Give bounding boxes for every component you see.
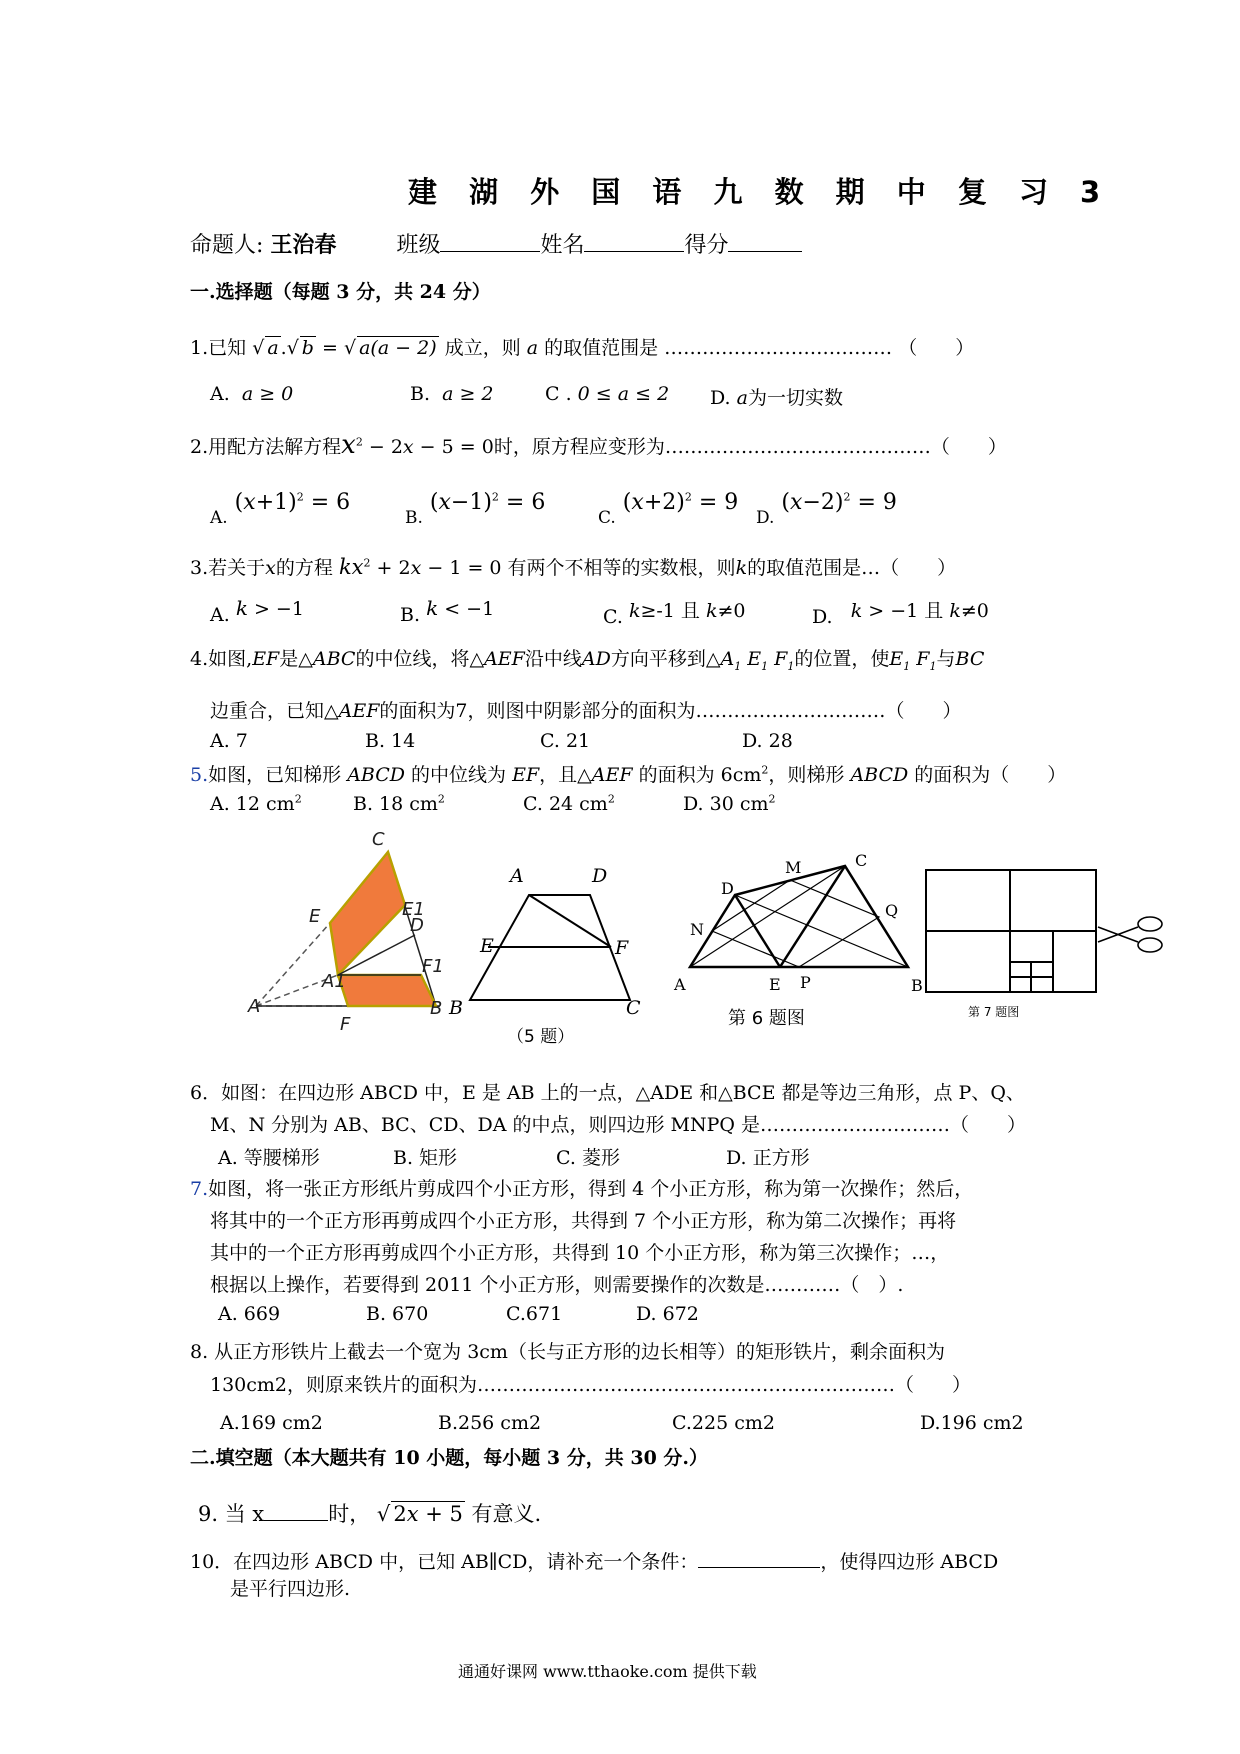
fig5-label-b: B xyxy=(449,997,463,1019)
fig5-label-d: D xyxy=(592,865,608,887)
q8-option-b[interactable]: B.256 cm2 xyxy=(438,1412,542,1434)
question-7-line1: 7.如图，将一张正方形纸片剪成四个小正方形，得到 4 个小正方形，称为第一次操作；然后， xyxy=(190,1178,974,1200)
q7-option-c[interactable]: C.671 xyxy=(506,1303,563,1325)
fig6-label-m: M xyxy=(785,858,802,877)
fig4-label-f1: F1 xyxy=(422,956,444,977)
question-3: 3.若关于x的方程 $kx^2 + 2x - 1 = 0$ 有两个不相等的实数根，则k的取值范围是…（ ） xyxy=(190,555,957,579)
name-label: 姓名 xyxy=(540,233,585,258)
fig4-label-b: B xyxy=(430,998,443,1019)
q8-option-d[interactable]: D.196 cm2 xyxy=(920,1412,1024,1434)
q4-option-d[interactable]: D. 28 xyxy=(742,730,793,752)
q1-number: 1. xyxy=(190,337,209,359)
question-7-line4: 根据以上操作，若要得到 2011 个小正方形，则需要操作的次数是…………（ ）. xyxy=(210,1274,904,1296)
q6-option-a[interactable]: A. 等腰梯形 xyxy=(218,1147,320,1169)
q5-option-a[interactable]: A. 12 $cm^2$ xyxy=(210,792,302,815)
q2-text: 用配方法解方程 xyxy=(208,436,342,458)
q2-option-c[interactable]: $_{C.}$ $(x+2)^2 = 9$ xyxy=(598,490,739,528)
question-10-line2: 是平行四边形. xyxy=(230,1578,351,1600)
q4-option-c[interactable]: C. 21 xyxy=(540,730,591,752)
fig6-label-d: D xyxy=(721,879,734,898)
fig4-label-e: E xyxy=(309,906,321,927)
q5-option-b[interactable]: B. 18 $cm^2$ xyxy=(353,792,445,815)
q5-option-d[interactable]: D. 30 $cm^2$ xyxy=(683,792,776,815)
question-9: 9. 当 x 时， √ 2x + 5 有意义. xyxy=(198,1498,541,1528)
question-6-line2: M、N 分别为 AB、BC、CD、DA 的中点，则四边形 MNPQ 是…………………………（ ） xyxy=(210,1114,1026,1136)
q1-formula: √ a .√ b = √ a(a − 2) xyxy=(252,337,437,359)
q1-prefix: 已知 xyxy=(208,337,247,359)
q4-option-b[interactable]: B. 14 xyxy=(365,730,416,752)
question-7-line3: 其中的一个正方形再剪成四个小正方形，共得到 10 个小正方形，称为第三次操作；…， xyxy=(210,1242,950,1264)
fig5-label-f: F xyxy=(615,937,629,959)
fig4-label-d: D xyxy=(410,915,424,936)
q6-option-b[interactable]: B. 矩形 xyxy=(393,1147,458,1169)
fig4-label-a: A xyxy=(248,996,261,1017)
q4-option-a[interactable]: A. 7 xyxy=(210,730,248,752)
figure-7 xyxy=(926,870,1162,992)
q2-option-a[interactable]: $_{A.}$ $(x+1)^2 = 6$ xyxy=(210,490,351,528)
question-4: 4.如图,EF是△ABC的中位线，将△AEF沿中线AD方向平移到$\triangle A_1$ $E_1$ $F_1$的位置，使$E_1$ $F_1$与BC xyxy=(190,648,985,673)
q4-line2: 边重合，已知△AEF的面积为7，则图中阴影部分的面积为…………………………（ ） xyxy=(210,700,962,722)
q10-blank[interactable] xyxy=(698,1545,820,1568)
fig4-label-f: F xyxy=(340,1014,351,1035)
author-name: 王治春 xyxy=(270,233,337,258)
q7-option-d[interactable]: D. 672 xyxy=(636,1303,699,1325)
fig6-label-e: E xyxy=(769,975,781,994)
question-6-line1: 6．如图：在四边形 ABCD 中，E 是 AB 上的一点，△ADE 和△BCE 都是等边三角形，点 P、Q、 xyxy=(190,1082,1025,1104)
figure-4 xyxy=(247,829,444,1035)
fig5-label-e: E xyxy=(480,935,494,957)
q1-option-a[interactable]: A. a ≥ 0 xyxy=(210,383,294,405)
section-heading-choice: 一.选择题（每题 3 分，共 24 分） xyxy=(190,281,491,303)
q3-option-c[interactable]: C. k≥-1 且 k≠0 xyxy=(603,600,746,628)
question-7-line2: 将其中的一个正方形再剪成四个小正方形，共得到 7 个小正方形，称为第二次操作；再将 xyxy=(210,1210,957,1232)
scissors-icon xyxy=(1098,917,1162,952)
q3-option-d[interactable]: D. k > −1 且 k≠0 xyxy=(812,600,989,628)
q7-option-b[interactable]: B. 670 xyxy=(366,1303,429,1325)
q1-option-d[interactable]: D. a为一切实数 xyxy=(710,387,843,409)
page-title: 建 湖 外 国 语 九 数 期 中 复 习 3 xyxy=(408,175,1112,209)
question-2: 2.用配方法解方程$x^2 - 2x - 5 = 0$时，原方程应变形为……………………………………（ ） xyxy=(190,430,1007,460)
fig4-label-a1: A1 xyxy=(322,971,346,992)
fig6-label-q: Q xyxy=(885,901,899,920)
fig5-label-c: C xyxy=(626,997,641,1019)
question-8-line2: 130cm2，则原来铁片的面积为…………………………………………………………（ ） xyxy=(210,1374,972,1396)
q8-option-a[interactable]: A.169 cm2 xyxy=(220,1412,323,1434)
fig4-label-c: C xyxy=(372,829,385,850)
q2-mid: 时，原方程应变形为……………………………………（ ） xyxy=(493,436,1007,458)
q1-option-b[interactable]: B. a ≥ 2 xyxy=(410,383,494,405)
fig6-label-p: P xyxy=(800,973,811,992)
fig4-label-e1: E1 xyxy=(402,899,425,920)
question-1: 1.已知 √ a .√ b = √ a(a − 2) 成立，则 a 的取值范围是 ……………………………… （ ） xyxy=(190,337,975,359)
fig7-caption: 第 7 题图 xyxy=(968,1005,1020,1019)
score-label: 得分 xyxy=(684,233,729,258)
q6-option-d[interactable]: D. 正方形 xyxy=(726,1147,810,1169)
question-5: 5.如图，已知梯形 ABCD 的中位线为 EF，且△AEF 的面积为 $6cm^2$，则梯形 ABCD 的面积为（ ） xyxy=(190,763,1067,786)
class-label: 班级 xyxy=(396,233,441,258)
section-heading-fill: 二.填空题（本大题共有 10 小题，每小题 3 分，共 30 分.） xyxy=(190,1447,709,1469)
q5-option-c[interactable]: C. 24 $cm^2$ xyxy=(523,792,615,815)
q3-option-b[interactable]: B. k < −1 xyxy=(400,596,495,626)
fig6-label-a: A xyxy=(674,975,686,994)
footer-text: 通通好课网 www.tthaoke.com 提供下载 xyxy=(458,1662,757,1681)
figure-6 xyxy=(673,851,923,995)
q7-option-a[interactable]: A. 669 xyxy=(218,1303,281,1325)
q8-option-c[interactable]: C.225 cm2 xyxy=(672,1412,775,1434)
question-10-line1: 10．在四边形 ABCD 中，已知 AB∥CD，请补充一个条件： ，使得四边形 ABCD xyxy=(190,1545,998,1574)
q6-option-c[interactable]: C. 菱形 xyxy=(556,1147,620,1169)
q3-option-a[interactable]: A. k > −1 xyxy=(210,596,304,626)
question-8-line1: 8. 从正方形铁片上截去一个宽为 3cm（长与正方形的边长相等）的矩形铁片，剩余面积为 xyxy=(190,1341,945,1363)
q1-option-c[interactable]: C . 0 ≤ a ≤ 2 xyxy=(545,383,670,405)
shaded-parallelogram-lower xyxy=(338,975,436,1006)
figure-5 xyxy=(448,865,641,1019)
fig6-label-n: N xyxy=(690,920,704,939)
fig6-label-b: B xyxy=(911,976,923,995)
fig6-caption: 第 6 题图 xyxy=(728,1008,805,1029)
q1-mid: 成立，则 xyxy=(444,337,521,359)
fig5-label-a: A xyxy=(510,865,524,887)
q2-option-b[interactable]: $_{B.}$ $(x-1)^2 = 6$ xyxy=(405,490,546,528)
shaded-parallelogram-upper xyxy=(330,852,405,975)
q1-suffix: 的取值范围是 ……………………………… （ ） xyxy=(544,337,975,359)
q2-option-d[interactable]: $_{D.}$ $(x-2)^2 = 9$ xyxy=(756,490,897,528)
fig5-caption: （5 题） xyxy=(507,1027,575,1047)
q9-blank[interactable] xyxy=(264,1498,328,1521)
author-label: 命题人: xyxy=(190,233,264,258)
fig6-label-c: C xyxy=(855,851,868,870)
